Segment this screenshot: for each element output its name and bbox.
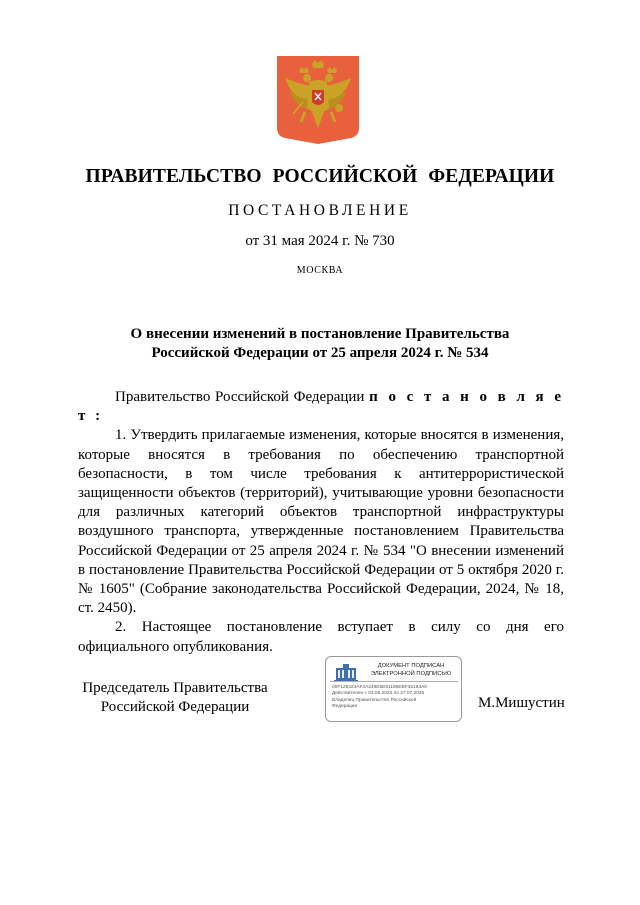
certificate-validity: Действителен с 03.05.2024 по 27.07.2025 [332, 691, 425, 697]
stamp-divider [330, 681, 458, 682]
electronic-signature-stamp [325, 656, 462, 722]
certificate-owner-line-2: Федерации [332, 704, 358, 710]
signer-position-line-2: Российской Федерации [100, 699, 250, 715]
government-title: ПРАВИТЕЛЬСТВО РОССИЙСКОЙ ФЕДЕРАЦИИ [85, 166, 555, 187]
city: МОСКВА [296, 265, 344, 276]
decree-body [78, 388, 564, 657]
signer-position-line-1: Председатель Правительства [82, 680, 268, 696]
subject-line-2: Российской Федерации от 25 апреля 2024 г. № 534 [151, 345, 489, 361]
signer-name: М.Мишустин [478, 695, 565, 711]
date-and-number: от 31 мая 2024 г. № 730 [245, 233, 395, 249]
clause-1: 1. Утвердить прилагаемые изменения, которые вносятся в изменения, которые вносятся в требования по обеспечению транспортной безопасности, в том числе требования к антитеррористической защищенности объектов (территорий), учитывающие уровни безопасности для различных категорий объектов транспортной инфраструктуры воздушного транспорта, утвержденные постановлением Правительства Российской Федерации от 25 апреля 2024 г. № 534 "О внесении изменений в постановление Правительства Российской Федерации от 5 октября 2020 г. № 1605" (Собрание законодательства Российской Федерации, 2024, № 18, ст. 2450). [78, 427, 564, 617]
stamp-title-line-1: ДОКУМЕНТ ПОДПИСАН [377, 663, 445, 669]
decree-subject [80, 325, 560, 363]
coat-of-arms-icon [277, 56, 359, 144]
subject-line-1: О внесении изменений в постановление Правительства [130, 326, 510, 342]
clause-2: 2. Настоящее постановление вступает в силу со дня его официального опубликования. [78, 619, 564, 655]
government-building-icon [334, 663, 358, 683]
certificate-number: 00F128424AF4A248E5E61189EBF35183A8 [332, 685, 427, 690]
intro-text: Правительство Российской Федерации [115, 389, 370, 405]
stamp-title [364, 663, 458, 678]
stamp-title-line-2: ЭЛЕКТРОННОЙ ПОДПИСЬЮ [370, 670, 452, 677]
signer-position [70, 679, 280, 717]
intro-paragraph [78, 388, 564, 426]
stamp-info [332, 685, 458, 711]
certificate-owner-line-1: Владелец Правительство Российской [332, 697, 417, 703]
decree-word: п о с т а н о в л я е т : [78, 389, 564, 425]
document-type: ПОСТАНОВЛЕНИЕ [228, 202, 412, 219]
